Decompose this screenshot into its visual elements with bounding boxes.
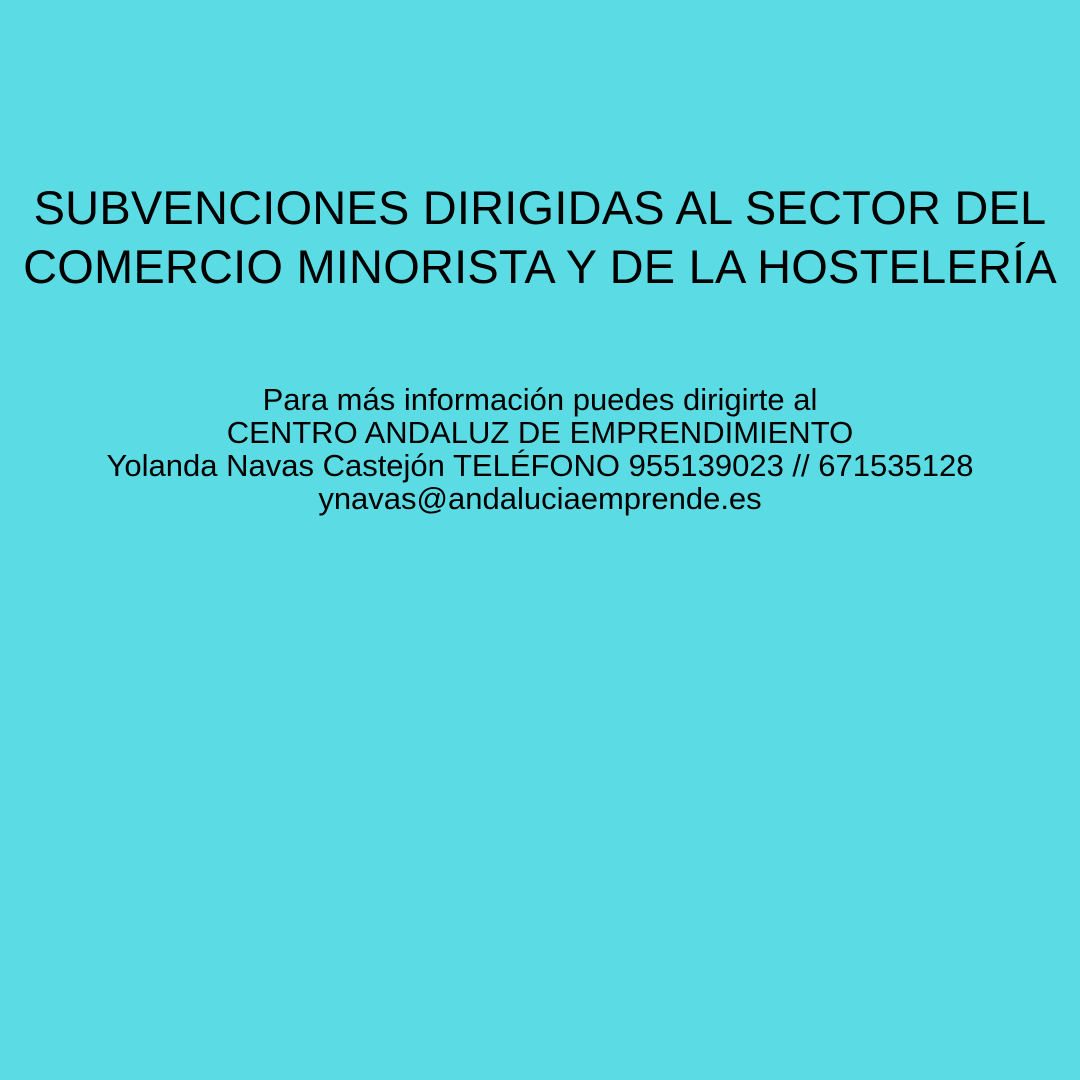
contact-organization: CENTRO ANDALUZ DE EMPRENDIMIENTO [226, 415, 854, 450]
contact-intro-line: Para más información puedes dirigirte al [262, 382, 818, 417]
poster-contact-info [0, 384, 1080, 515]
contact-person-phone: Yolanda Navas Castejón TELÉFONO 955139023 // 671535128 [106, 448, 974, 483]
poster-title [0, 178, 1080, 296]
contact-email: ynavas@andaluciaemprende.es [318, 481, 762, 516]
poster-title-line-2: COMERCIO MINORISTA Y DE LA HOSTELERÍA [23, 240, 1057, 293]
poster-title-line-1: SUBVENCIONES DIRIGIDAS AL SECTOR DEL [33, 181, 1047, 234]
